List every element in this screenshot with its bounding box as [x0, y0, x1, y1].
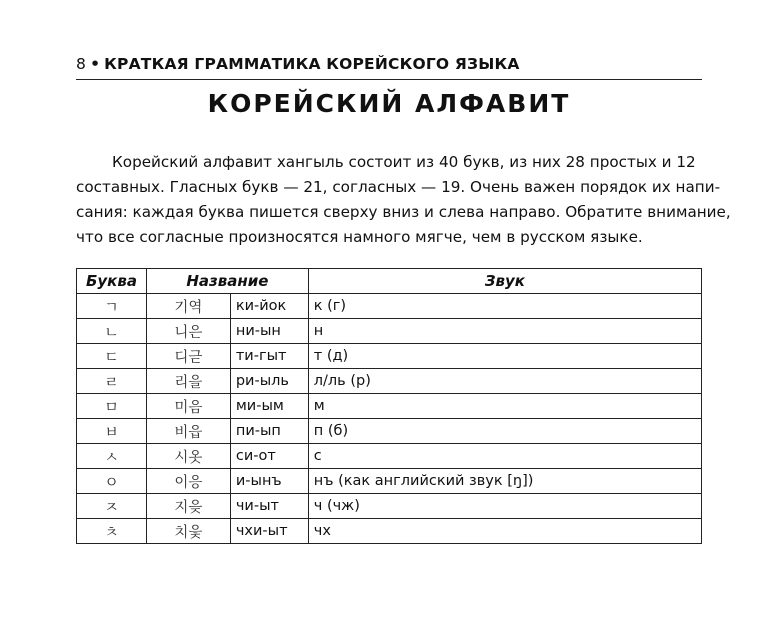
table-row — [77, 494, 702, 519]
sound-cell: с — [308, 444, 701, 469]
table-row — [77, 394, 702, 419]
korean-name-cell: 니은 — [146, 319, 230, 344]
header-rule — [76, 79, 702, 80]
table-row — [77, 419, 702, 444]
header-letter: Буква — [77, 269, 147, 294]
korean-name-cell: 지읒 — [146, 494, 230, 519]
korean-name-cell: 디귿 — [146, 344, 230, 369]
header-bullet: • — [90, 55, 101, 73]
table-row — [77, 344, 702, 369]
table-row — [77, 319, 702, 344]
transliteration-cell: чи-ыт — [230, 494, 308, 519]
sound-cell: к (г) — [308, 294, 701, 319]
transliteration-cell: ки-йок — [230, 294, 308, 319]
chapter-title: КОРЕЙСКИЙ АЛФАВИТ — [207, 89, 571, 118]
running-title: КРАТКАЯ ГРАММАТИКА КОРЕЙСКОГО ЯЗЫКА — [104, 55, 520, 73]
table-row — [77, 369, 702, 394]
transliteration-cell: чхи-ыт — [230, 519, 308, 544]
letter-cell: ㅈ — [77, 494, 147, 519]
letter-cell: ㅅ — [77, 444, 147, 469]
letter-cell: ㄹ — [77, 369, 147, 394]
table-row — [77, 444, 702, 469]
korean-name-cell: 미음 — [146, 394, 230, 419]
letter-cell: ㅇ — [77, 469, 147, 494]
korean-name-cell: 치읓 — [146, 519, 230, 544]
table-row — [77, 519, 702, 544]
letter-cell: ㅊ — [77, 519, 147, 544]
letter-cell: ㅂ — [77, 419, 147, 444]
transliteration-cell: пи-ып — [230, 419, 308, 444]
table-row — [77, 294, 702, 319]
sound-cell: нъ (как английский звук [ŋ]) — [308, 469, 701, 494]
header-name: Название — [146, 269, 308, 294]
sound-cell: чх — [308, 519, 701, 544]
sound-cell: ч (чж) — [308, 494, 701, 519]
table-row — [77, 469, 702, 494]
transliteration-cell: ти-гыт — [230, 344, 308, 369]
table-header-row — [77, 269, 702, 294]
paragraph-line: сания: каждая буква пишется сверху вниз и слева направо. Обратите внимание, — [76, 203, 731, 221]
paragraph-line: составных. Гласных букв — 21, согласных — 19. Очень важен порядок их напи- — [76, 178, 721, 196]
transliteration-cell: ри-ыль — [230, 369, 308, 394]
transliteration-cell: ми-ым — [230, 394, 308, 419]
sound-cell: н — [308, 319, 701, 344]
sound-cell: т (д) — [308, 344, 701, 369]
transliteration-cell: си-от — [230, 444, 308, 469]
header-sound: Звук — [308, 269, 701, 294]
running-header — [76, 55, 702, 73]
intro-paragraph — [76, 150, 731, 250]
korean-name-cell: 시옷 — [146, 444, 230, 469]
transliteration-cell: и-ынъ — [230, 469, 308, 494]
paragraph-line: что все согласные произносятся намного мягче, чем в русском языке. — [76, 228, 643, 246]
sound-cell: м — [308, 394, 701, 419]
korean-name-cell: 리을 — [146, 369, 230, 394]
korean-name-cell: 비읍 — [146, 419, 230, 444]
sound-cell: л/ль (р) — [308, 369, 701, 394]
sound-cell: п (б) — [308, 419, 701, 444]
korean-name-cell: 이응 — [146, 469, 230, 494]
transliteration-cell: ни-ын — [230, 319, 308, 344]
letter-cell: ㄷ — [77, 344, 147, 369]
page-number: 8 — [76, 55, 87, 73]
paragraph-line: Корейский алфавит хангыль состоит из 40 букв, из них 28 простых и 12 — [112, 153, 696, 171]
letter-cell: ㄴ — [77, 319, 147, 344]
letter-cell: ㄱ — [77, 294, 147, 319]
korean-name-cell: 기역 — [146, 294, 230, 319]
alphabet-table — [76, 268, 702, 544]
letter-cell: ㅁ — [77, 394, 147, 419]
